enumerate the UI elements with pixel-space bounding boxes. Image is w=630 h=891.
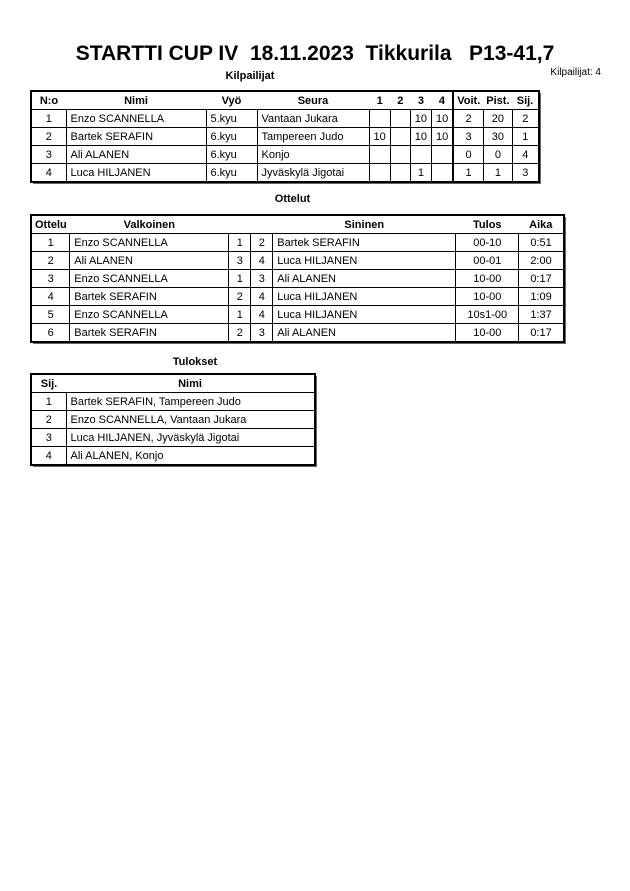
table-cell: 1 bbox=[483, 164, 512, 183]
table-cell: 1 bbox=[31, 110, 66, 128]
table-cell: Enzo SCANNELLA bbox=[70, 234, 229, 252]
table-cell: Bartek SERAFIN bbox=[66, 128, 206, 146]
table-row bbox=[31, 324, 564, 343]
col-header-no: N:o bbox=[31, 91, 66, 110]
table-cell: 2 bbox=[251, 234, 273, 252]
table-row bbox=[31, 164, 539, 183]
table-row bbox=[31, 447, 315, 466]
table-cell: Jyväskylä Jigotai bbox=[257, 164, 369, 183]
col-header-sij: Sij. bbox=[513, 91, 539, 110]
col-header-seura: Seura bbox=[257, 91, 369, 110]
table-cell: 5 bbox=[31, 306, 70, 324]
table-row bbox=[31, 393, 315, 411]
competitors-header-row bbox=[31, 91, 539, 110]
table-row bbox=[31, 288, 564, 306]
table-cell: Tampereen Judo bbox=[257, 128, 369, 146]
table-row bbox=[31, 234, 564, 252]
col-header-aika: Aika bbox=[519, 215, 564, 234]
col-header-result-sij: Sij. bbox=[31, 374, 66, 393]
col-header-result-nimi: Nimi bbox=[66, 374, 315, 393]
table-cell: 3 bbox=[31, 429, 66, 447]
table-cell: 1 bbox=[229, 270, 251, 288]
table-cell: 10-00 bbox=[456, 324, 519, 343]
matches-header-row bbox=[31, 215, 564, 234]
table-cell: Enzo SCANNELLA, Vantaan Jukara bbox=[66, 411, 315, 429]
col-header-round-4: 4 bbox=[432, 91, 454, 110]
table-cell: 1 bbox=[453, 164, 483, 183]
table-cell: 6.kyu bbox=[206, 146, 257, 164]
table-cell: 1 bbox=[229, 234, 251, 252]
table-cell: Ali ALANEN bbox=[273, 270, 456, 288]
table-cell: 1:37 bbox=[519, 306, 564, 324]
table-cell: Vantaan Jukara bbox=[257, 110, 369, 128]
matches-table-body bbox=[31, 234, 564, 343]
table-cell: 1:09 bbox=[519, 288, 564, 306]
table-cell: 6 bbox=[31, 324, 70, 343]
table-cell: 3 bbox=[251, 324, 273, 343]
table-cell: 4 bbox=[251, 306, 273, 324]
results-table-body bbox=[31, 393, 315, 466]
table-cell: 3 bbox=[229, 252, 251, 270]
table-cell: 0:17 bbox=[519, 324, 564, 343]
table-cell bbox=[432, 146, 454, 164]
table-cell: 10-00 bbox=[456, 288, 519, 306]
table-cell: 2 bbox=[229, 288, 251, 306]
table-cell: Luca HILJANEN bbox=[273, 306, 456, 324]
table-cell: 10-00 bbox=[456, 270, 519, 288]
table-cell bbox=[369, 164, 390, 183]
page-title: STARTTI CUP IV 18.11.2023 Tikkurila P13-41,7 bbox=[75, 42, 555, 65]
table-cell: 10 bbox=[369, 128, 390, 146]
table-cell: Enzo SCANNELLA bbox=[66, 110, 206, 128]
table-cell: 2 bbox=[513, 110, 539, 128]
col-header-voit: Voit. bbox=[453, 91, 483, 110]
table-row bbox=[31, 270, 564, 288]
table-cell: 00-10 bbox=[456, 234, 519, 252]
competitor-count: Kilpailijat: 4 bbox=[550, 67, 601, 78]
table-row bbox=[31, 306, 564, 324]
table-cell: Luca HILJANEN bbox=[273, 288, 456, 306]
table-row bbox=[31, 146, 539, 164]
table-cell: 1 bbox=[513, 128, 539, 146]
table-cell bbox=[410, 146, 431, 164]
table-cell: Bartek SERAFIN, Tampereen Judo bbox=[66, 393, 315, 411]
col-header-round-3: 3 bbox=[410, 91, 431, 110]
table-cell bbox=[432, 164, 454, 183]
table-cell: 4 bbox=[31, 164, 66, 183]
table-cell: 4 bbox=[31, 288, 70, 306]
table-cell bbox=[390, 110, 410, 128]
table-cell: 3 bbox=[31, 270, 70, 288]
table-cell: 10 bbox=[432, 128, 454, 146]
table-cell: 4 bbox=[31, 447, 66, 466]
table-cell: 0:17 bbox=[519, 270, 564, 288]
col-header-tulos: Tulos bbox=[456, 215, 519, 234]
table-cell: 10 bbox=[410, 110, 431, 128]
table-cell: 3 bbox=[31, 146, 66, 164]
competitors-table-body bbox=[31, 110, 539, 183]
col-header-valkoinen: Valkoinen bbox=[70, 215, 229, 234]
col-header-pist: Pist. bbox=[483, 91, 512, 110]
table-cell: 2 bbox=[31, 252, 70, 270]
table-cell: Luca HILJANEN bbox=[273, 252, 456, 270]
table-cell: 1 bbox=[31, 234, 70, 252]
table-cell: 10 bbox=[432, 110, 454, 128]
table-cell: 1 bbox=[31, 393, 66, 411]
table-cell bbox=[369, 110, 390, 128]
table-row bbox=[31, 110, 539, 128]
table-cell: 3 bbox=[251, 270, 273, 288]
table-cell: 3 bbox=[513, 164, 539, 183]
table-cell: 2 bbox=[31, 411, 66, 429]
table-cell: 1 bbox=[229, 306, 251, 324]
col-header-round-1: 1 bbox=[369, 91, 390, 110]
table-cell: 2 bbox=[229, 324, 251, 343]
table-cell: Bartek SERAFIN bbox=[70, 324, 229, 343]
table-cell bbox=[369, 146, 390, 164]
results-table bbox=[30, 373, 316, 466]
col-header-ottelu: Ottelu bbox=[31, 215, 70, 234]
table-cell: 2 bbox=[31, 128, 66, 146]
table-row bbox=[31, 252, 564, 270]
table-cell: 2:00 bbox=[519, 252, 564, 270]
table-cell: Ali ALANEN bbox=[273, 324, 456, 343]
section-label-competitors: Kilpailijat bbox=[225, 70, 275, 82]
table-cell bbox=[390, 164, 410, 183]
col-header-white-number bbox=[229, 215, 251, 234]
table-cell: 4 bbox=[513, 146, 539, 164]
table-cell: 4 bbox=[251, 252, 273, 270]
table-cell: 1 bbox=[410, 164, 431, 183]
table-cell: Luca HILJANEN bbox=[66, 164, 206, 183]
table-cell: 4 bbox=[251, 288, 273, 306]
table-cell: Ali ALANEN bbox=[66, 146, 206, 164]
col-header-nimi: Nimi bbox=[66, 91, 206, 110]
table-row bbox=[31, 429, 315, 447]
table-cell: 6.kyu bbox=[206, 164, 257, 183]
table-cell: 10s1-00 bbox=[456, 306, 519, 324]
col-header-round-2: 2 bbox=[390, 91, 410, 110]
competitors-table bbox=[30, 90, 540, 183]
col-header-vyo: Vyö bbox=[206, 91, 257, 110]
table-cell: Enzo SCANNELLA bbox=[70, 306, 229, 324]
table-cell: 10 bbox=[410, 128, 431, 146]
table-cell: 3 bbox=[453, 128, 483, 146]
table-cell: 5.kyu bbox=[206, 110, 257, 128]
table-cell: 20 bbox=[483, 110, 512, 128]
table-cell: 6.kyu bbox=[206, 128, 257, 146]
table-cell: 0 bbox=[483, 146, 512, 164]
table-row bbox=[31, 411, 315, 429]
matches-table bbox=[30, 214, 565, 343]
table-cell: Ali ALANEN bbox=[70, 252, 229, 270]
table-cell: Ali ALANEN, Konjo bbox=[66, 447, 315, 466]
table-cell: Bartek SERAFIN bbox=[70, 288, 229, 306]
table-cell: Enzo SCANNELLA bbox=[70, 270, 229, 288]
col-header-blue-number bbox=[251, 215, 273, 234]
col-header-sininen: Sininen bbox=[273, 215, 456, 234]
section-label-matches: Ottelut bbox=[274, 193, 311, 205]
table-cell: Bartek SERAFIN bbox=[273, 234, 456, 252]
table-cell bbox=[390, 128, 410, 146]
table-cell: 30 bbox=[483, 128, 512, 146]
table-row bbox=[31, 128, 539, 146]
results-header-row bbox=[31, 374, 315, 393]
table-cell: 00-01 bbox=[456, 252, 519, 270]
section-label-results: Tulokset bbox=[172, 356, 218, 368]
table-cell: Luca HILJANEN, Jyväskylä Jigotai bbox=[66, 429, 315, 447]
table-cell bbox=[390, 146, 410, 164]
table-cell: Konjo bbox=[257, 146, 369, 164]
table-cell: 2 bbox=[453, 110, 483, 128]
table-cell: 0:51 bbox=[519, 234, 564, 252]
table-cell: 0 bbox=[453, 146, 483, 164]
